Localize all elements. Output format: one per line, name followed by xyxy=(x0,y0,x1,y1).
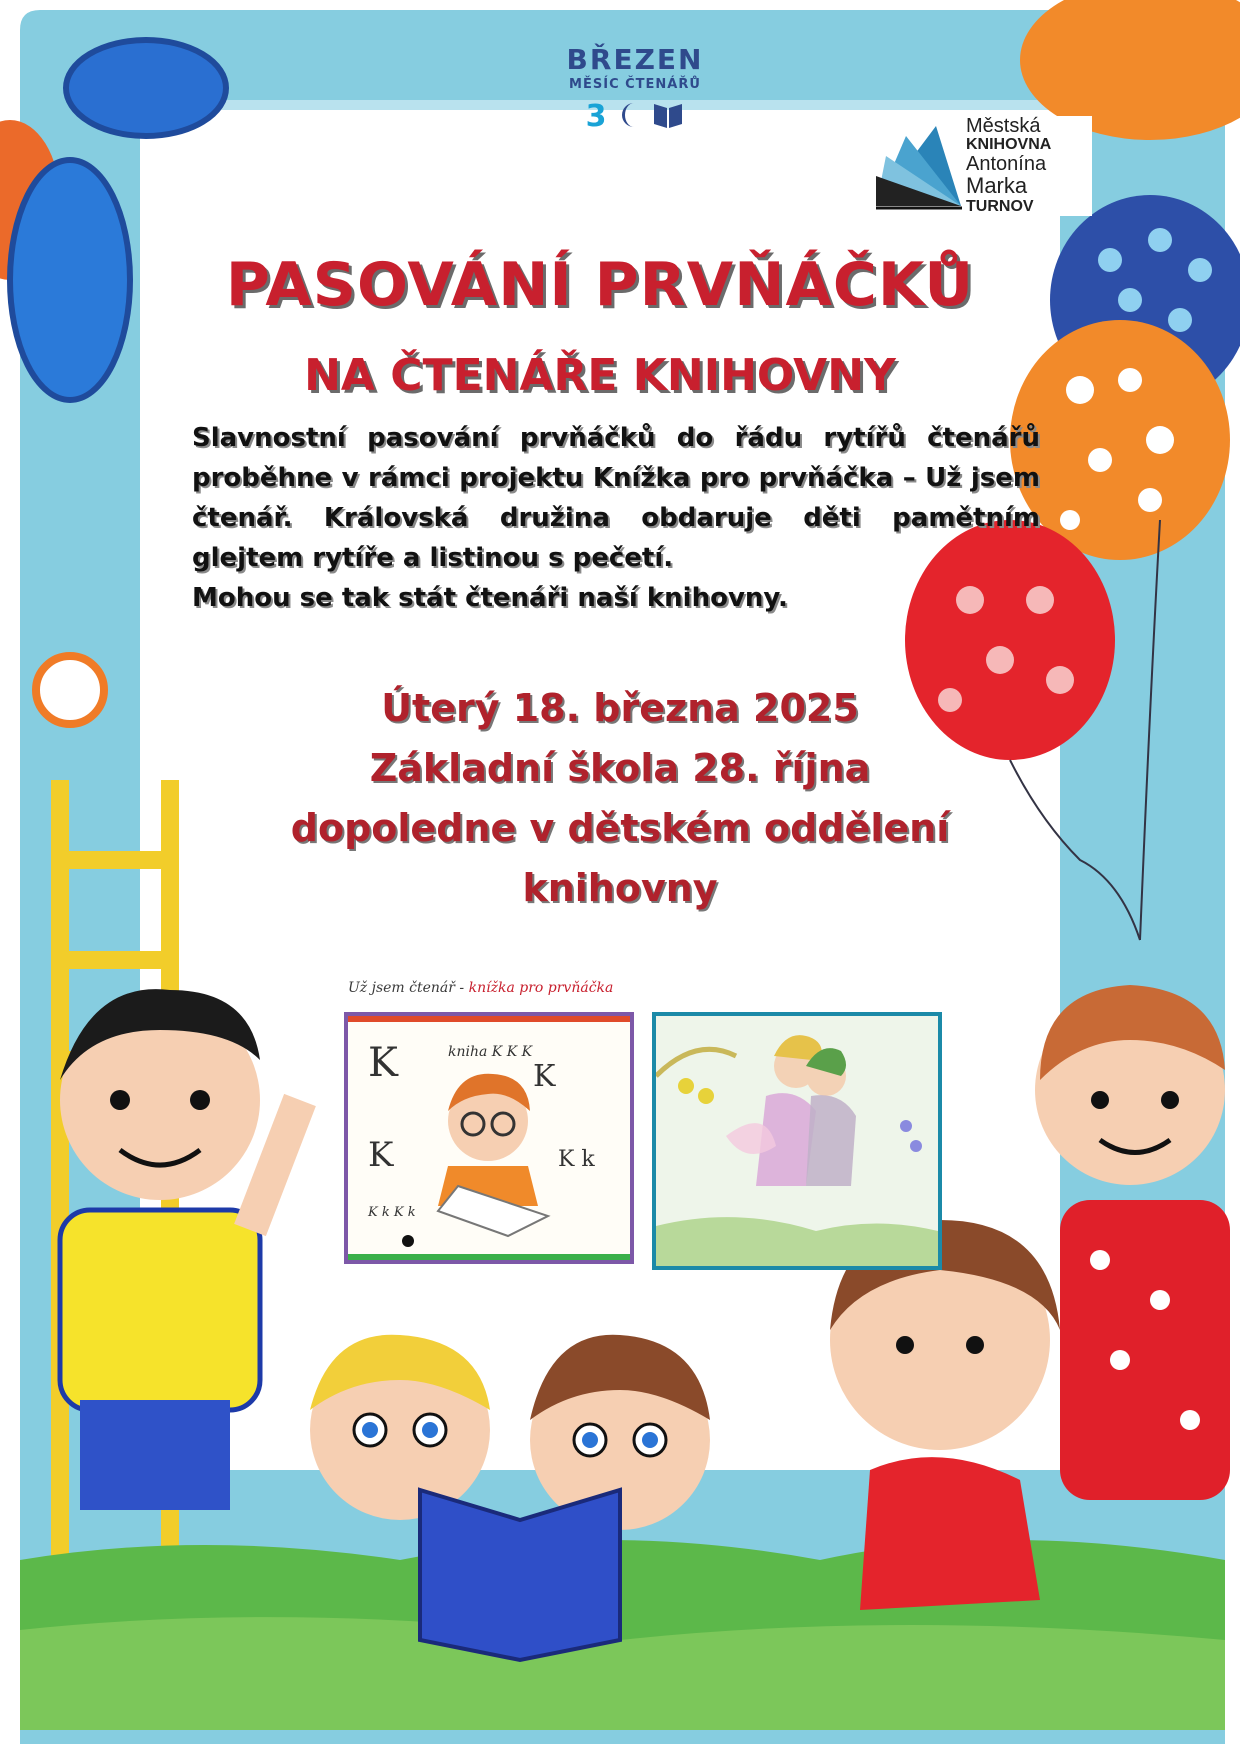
event-time-line1: dopoledne v dětském oddělení xyxy=(290,806,950,850)
library-name xyxy=(966,116,1092,216)
body-text xyxy=(192,418,1040,618)
library-line4: Marka xyxy=(966,173,1028,198)
library-logo xyxy=(866,116,1092,216)
book-cover-fairies xyxy=(652,1012,942,1270)
orange-ring-left xyxy=(36,656,104,724)
svg-text:K: K xyxy=(368,1135,394,1175)
book-cover-knizka-pro-prvnacka xyxy=(344,980,640,1270)
child-right-illustration xyxy=(1035,985,1230,1500)
body-paragraph: Slavnostní pasování prvňáčků do řádu rytířů čtenářů proběhne v rámci projektu Knížka pro prvňáčka – Už jsem čtenář. Královská družina obdaruje děti pamětním glejtem rytíře a listinou s pečetí. xyxy=(192,423,1040,573)
badge-number: 3 xyxy=(585,99,607,134)
book-icon xyxy=(652,100,684,134)
badge-month: BŘEZEN xyxy=(566,43,704,76)
svg-text:kniha K K K: kniha K K K xyxy=(448,1044,533,1060)
library-line5: TURNOV xyxy=(966,198,1034,215)
brezen-badge xyxy=(560,44,710,134)
boy-reading-illustration xyxy=(348,1016,630,1260)
moon-icon xyxy=(614,100,644,134)
event-place: Základní škola 28. října xyxy=(369,746,871,790)
cover1-artwork xyxy=(344,1012,634,1264)
badge-logos xyxy=(560,100,710,134)
blue-oval-top xyxy=(66,40,226,136)
library-line1: Městská xyxy=(966,115,1041,137)
cover-caption-b: knížka pro prvňáčka xyxy=(468,980,614,996)
cover-caption-a: Už jsem čtenář - xyxy=(348,980,469,996)
library-line2: KNIHOVNA xyxy=(966,136,1052,153)
event-date: Úterý 18. března 2025 xyxy=(381,686,859,730)
blue-oval-left xyxy=(10,160,130,400)
main-title: PASOVÁNÍ PRVŇÁČKŮ xyxy=(225,250,975,320)
svg-text:K k: K k xyxy=(558,1147,595,1172)
event-time-line2: knihovny xyxy=(522,866,718,910)
library-line3: Antonína xyxy=(966,153,1047,175)
svg-text:K: K xyxy=(368,1040,398,1086)
cover-caption xyxy=(348,980,613,996)
fairies-illustration xyxy=(656,1016,938,1266)
svg-text:K k K k: K k K k xyxy=(368,1205,416,1220)
sub-title: NA ČTENÁŘE KNIHOVNY xyxy=(304,350,896,401)
badge-subtitle: MĚSÍC ČTENÁŘŮ xyxy=(569,77,701,92)
svg-text:K: K xyxy=(533,1059,556,1094)
library-fan-icon xyxy=(866,116,966,212)
body-last-line: Mohou se tak stát čtenáři naší knihovny. xyxy=(192,583,788,613)
